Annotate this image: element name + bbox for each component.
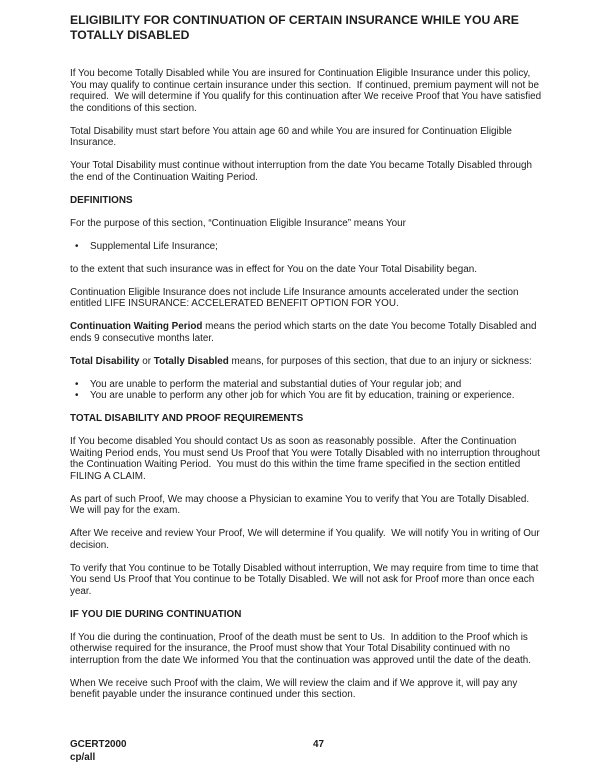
paragraph-intro-qualify: If You become Totally Disabled while You are insured for Continuation Eligible Insurance under this policy, You may qualify to continue certain insurance under this section. If continued, premium payment will not be required. We will determine if You qualify for this continuation after We receive Proof that You have satisfied the conditions of this section. xyxy=(70,68,544,114)
footer xyxy=(70,738,545,764)
defined-term-total-disability: Total Disability xyxy=(70,355,140,367)
section-heading-definitions: DEFINITIONS xyxy=(70,194,133,206)
paragraph-extent-in-effect: to the extent that such insurance was in effect for You on the date Your Total Disability began. xyxy=(70,263,477,275)
td-conjunction-text: or xyxy=(139,355,154,367)
footer-form-code: cp/all xyxy=(70,752,96,763)
paragraph-proof-contact-us: If You become disabled You should contact Us as soon as reasonably possible. After the Continuation Waiting Period ends, You must send Us Proof that You were Totally Disabled with no interruption throughout the Continuation Waiting Period. You must do this within the time frame specified in the section entitled FILING A CLAIM. xyxy=(70,436,543,482)
cwp-definition-text: means the period which starts on the date You become Totally Disabled and ends 9 consecutive months later. xyxy=(70,321,540,344)
section-heading-proof-requirements: TOTAL DISABILITY AND PROOF REQUIREMENTS xyxy=(70,413,304,424)
paragraph-intro-age-limit: Total Disability must start before You attain age 60 and while You are insured for Continuation Eligible Insurance. xyxy=(70,125,515,148)
td-definition-text: means, for purposes of this section, that due to an injury or sickness: xyxy=(228,355,532,367)
section-heading-death-during-continuation: IF YOU DIE DURING CONTINUATION xyxy=(70,608,242,620)
bullet-item-regular-job: • You are unable to perform the material and substantial duties of Your regular job; and xyxy=(70,379,545,391)
paragraph-proof-physician-exam: As part of such Proof, We may choose a Physician to examine You to verify that You are Totally Disabled. We will pay for the exam. xyxy=(70,493,532,516)
list-continuation-eligible-insurance xyxy=(70,241,545,253)
document-title: ELIGIBILITY FOR CONTINUATION OF CERTAIN INSURANCE WHILE YOU ARE TOTALLY DISABLED xyxy=(70,13,519,42)
bullet-item-supplemental-life: • Supplemental Life Insurance; xyxy=(70,241,545,253)
paragraph-death-proof-required: If You die during the continuation, Proof of the death must be sent to Us. In addition to the Proof which is otherwise required for the insurance, the Proof must show that Your Total Disability continued with no interruption from the date We informed You that the continuation was approved until the date of the death. xyxy=(70,631,531,666)
paragraph-proof-ongoing-verification: To verify that You continue to be Totally Disabled without interruption, We may require from time to time that You send Us Proof that You continue to be Totally Disabled. We will not ask for Proof more than once each year. xyxy=(70,562,541,597)
paragraph-td-definition xyxy=(70,356,545,368)
paragraph-proof-review-decision: After We receive and review Your Proof, We will determine if You qualify. We will notify You in writing of Our decision. xyxy=(70,528,543,551)
paragraph-intro-waiting-period: Your Total Disability must continue without interruption from the date You became Totally Disabled through the end of the Continuation Waiting Period. xyxy=(70,160,535,183)
footer-page-number: 47 xyxy=(313,739,324,750)
bullet-item-other-job: • You are unable to perform any other job for which You are fit by education, training or experience. xyxy=(70,390,545,402)
paragraph-cwp-definition xyxy=(70,321,545,344)
paragraph-death-claim-payment: When We receive such Proof with the claim, We will review the claim and if We approve it, will pay any benefit payable under the insurance continued under this section. xyxy=(70,677,521,700)
paragraph-does-not-include: Continuation Eligible Insurance does not include Life Insurance amounts accelerated under the section entitled LIFE INSURANCE: ACCELERATED BENEFIT OPTION FOR YOU. xyxy=(70,286,522,309)
paragraph-definitions-intro: For the purpose of this section, “Continuation Eligible Insurance” means Your xyxy=(70,217,406,229)
list-total-disability-criteria xyxy=(70,379,545,402)
defined-term-continuation-waiting-period: Continuation Waiting Period xyxy=(70,321,203,332)
defined-term-totally-disabled: Totally Disabled xyxy=(153,355,229,367)
footer-form-number: GCERT2000 xyxy=(70,739,127,750)
